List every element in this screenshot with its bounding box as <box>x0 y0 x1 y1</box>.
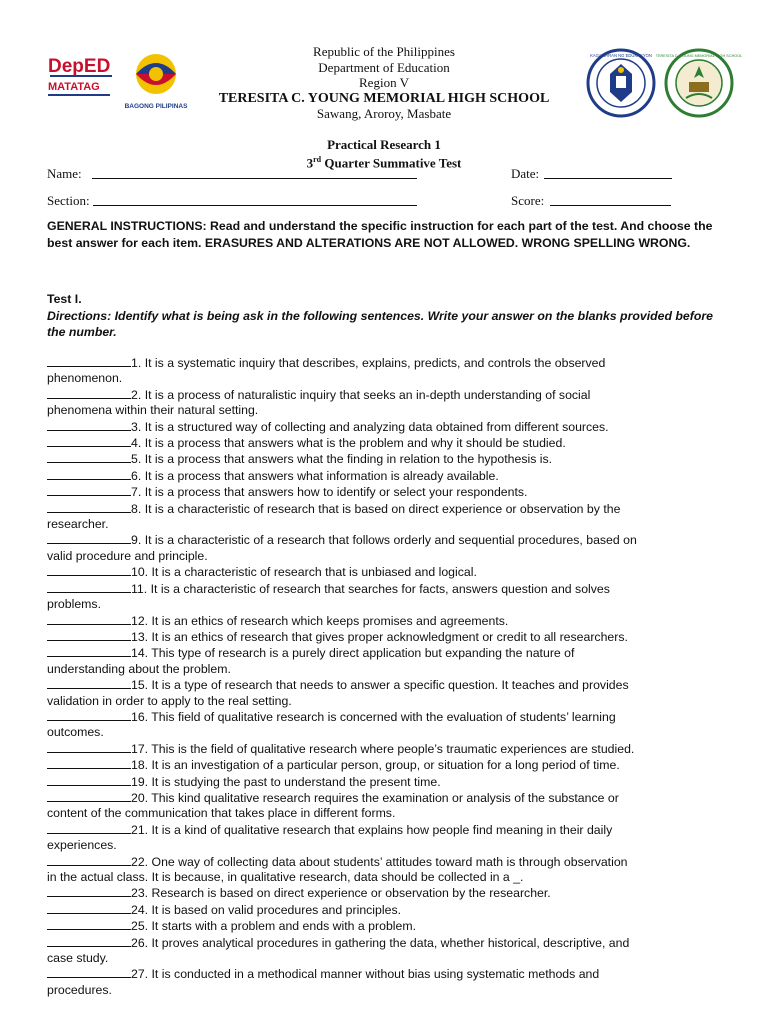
question-text-continued: valid procedure and principle. <box>47 548 208 563</box>
answer-blank[interactable] <box>47 677 131 689</box>
section-blank[interactable] <box>93 193 417 206</box>
answer-blank[interactable] <box>47 532 131 544</box>
question-number: 21. <box>131 822 152 837</box>
question-item <box>47 790 727 822</box>
question-item <box>47 387 727 419</box>
general-instructions: GENERAL INSTRUCTIONS: Read and understand the specific instruction for each part of the test. And choose the best answer for each item. ERASURES AND ALTERATIONS ARE NOT ALLOWED. WRONG SPELLING WRONG. <box>47 219 713 250</box>
answer-blank[interactable] <box>47 966 131 978</box>
question-text: It is studying the past to understand the present time. <box>151 774 441 789</box>
school-seal-text: TERESITA C. YOUNG MEMORIAL HIGH SCHOOL <box>655 54 743 58</box>
question-text: It is an ethics of research that gives proper acknowledgment or credit to all researchers. <box>151 629 628 644</box>
question-text: It is a characteristic of research that is unbiased and logical. <box>151 565 477 580</box>
deped-logo <box>46 48 118 104</box>
quarter-number: 3 <box>306 155 314 171</box>
question-item <box>47 709 727 741</box>
question-item <box>47 355 727 387</box>
answer-blank[interactable] <box>47 741 131 753</box>
subject-title: Practical Research 1 <box>327 137 441 152</box>
question-text-continued: outcomes. <box>47 725 104 740</box>
question-text: It is an investigation of a particular person, group, or situation for a long period of time. <box>151 758 620 773</box>
question-item <box>47 757 727 773</box>
question-item <box>47 822 727 854</box>
question-number: 6. <box>131 468 145 483</box>
question-number: 23. <box>131 886 152 901</box>
question-number: 9. <box>131 533 145 548</box>
question-text-continued: phenomena within their natural setting. <box>47 403 259 418</box>
question-text: It is a process that answers what the finding in relation to the hypothesis is. <box>144 452 553 467</box>
question-item <box>47 966 727 998</box>
answer-blank[interactable] <box>47 885 131 897</box>
header-region: Region V <box>359 75 409 90</box>
question-number: 18. <box>131 758 152 773</box>
question-text-continued: researcher. <box>47 517 109 532</box>
name-blank[interactable] <box>92 166 417 179</box>
school-seal <box>655 48 743 118</box>
question-text: It is a structured way of collecting and analyzing data obtained from different sources. <box>144 419 609 434</box>
header-address: Sawang, Aroroy, Masbate <box>316 106 452 121</box>
question-item <box>47 918 727 934</box>
question-text-continued: understanding about the problem. <box>47 661 231 676</box>
section-field <box>47 193 90 209</box>
question-text: This field of qualitative research is concerned with the evaluation of students’ learning <box>151 709 616 724</box>
score-blank[interactable] <box>550 193 671 206</box>
matatag-wordmark: MATATAG <box>48 81 100 93</box>
answer-blank[interactable] <box>47 564 131 576</box>
question-text: This type of research is a purely direct application but expanding the nature of <box>151 646 575 661</box>
question-item <box>47 629 727 645</box>
answer-blank[interactable] <box>47 629 131 641</box>
question-item <box>47 935 727 967</box>
question-number: 24. <box>131 902 152 917</box>
question-text: It is a characteristic of a research that follows orderly and sequential procedures, based on <box>144 533 637 548</box>
question-item <box>47 741 727 757</box>
name-field <box>47 166 82 182</box>
question-item <box>47 902 727 918</box>
question-number: 27. <box>131 967 152 982</box>
question-number: 11. <box>131 581 151 596</box>
question-list <box>47 355 727 998</box>
question-item <box>47 468 727 484</box>
question-text: It is an ethics of research which keeps promises and agreements. <box>151 613 509 628</box>
header-republic: Republic of the Philippines <box>313 44 455 59</box>
bagong-pilipinas-logo <box>122 50 190 112</box>
question-number: 16. <box>131 709 152 724</box>
question-text-continued: in the actual class. It is because, in qualitative research, data should be collected in a _. <box>47 870 524 884</box>
question-item <box>47 501 727 533</box>
question-text-continued: content of the communication that takes place in different forms. <box>47 806 396 821</box>
header-school-name: TERESITA C. YOUNG MEMORIAL HIGH SCHOOL <box>218 91 550 106</box>
answer-blank[interactable] <box>47 468 131 480</box>
question-item <box>47 774 727 790</box>
answer-blank[interactable] <box>47 822 131 834</box>
answer-blank[interactable] <box>47 419 131 431</box>
question-text-continued: phenomenon. <box>47 371 123 386</box>
question-item <box>47 645 727 677</box>
question-item <box>47 677 727 709</box>
question-item <box>47 484 727 500</box>
quarter-title-rest: Quarter Summative Test <box>321 155 462 171</box>
question-item <box>47 435 727 451</box>
question-text: It is a process that answers what information is already available. <box>144 468 499 483</box>
question-text: This kind qualitative research requires the examination or analysis of the substance or <box>151 790 619 805</box>
date-blank[interactable] <box>544 166 672 179</box>
question-number: 4. <box>131 436 145 451</box>
question-text: It is a type of research that needs to answer a specific question. It teaches and provides <box>151 678 629 693</box>
question-number: 8. <box>131 501 145 516</box>
answer-blank[interactable] <box>47 790 131 802</box>
bagong-pilipinas-text: BAGONG PILIPINAS <box>124 103 188 110</box>
question-item <box>47 564 727 580</box>
date-label: Date: <box>511 166 540 181</box>
question-item <box>47 532 727 564</box>
question-item <box>47 581 727 613</box>
question-text: It is conducted in a methodical manner without bias using systematic methods and <box>151 967 600 982</box>
answer-blank[interactable] <box>47 935 131 947</box>
question-number: 14. <box>131 646 152 661</box>
question-number: 20. <box>131 790 152 805</box>
question-text-continued: case study. <box>47 951 109 966</box>
quarter-suffix: rd <box>313 155 322 164</box>
question-text-continued: experiences. <box>47 838 117 853</box>
question-number: 10. <box>131 565 152 580</box>
question-text: It is a kind of qualitative research that explains how people find meaning in their daily <box>151 822 613 837</box>
question-number: 19. <box>131 774 152 789</box>
question-number: 2. <box>131 387 145 402</box>
question-text: It starts with a problem and ends with a problem. <box>151 919 417 934</box>
question-text: It is a process of naturalistic inquiry that seeks an in-depth understanding of social <box>144 387 591 402</box>
question-number: 12. <box>131 613 152 628</box>
answer-blank[interactable] <box>47 387 131 399</box>
test-directions: Directions: Identify what is being ask in the following sentences. Write your answer on the blanks provided before the number. <box>47 309 713 339</box>
question-item <box>47 613 727 629</box>
answer-blank[interactable] <box>47 709 131 721</box>
deped-seal <box>586 48 656 118</box>
question-number: 17. <box>131 741 152 756</box>
answer-blank[interactable] <box>47 774 131 786</box>
question-text: This is the field of qualitative research where people’s traumatic experiences are studied. <box>151 741 635 756</box>
section-label: Section: <box>47 193 90 208</box>
question-text: It proves analytical procedures in gathering the data, whether historical, descriptive, and <box>151 935 630 950</box>
score-label: Score: <box>511 193 545 208</box>
answer-blank[interactable] <box>47 902 131 914</box>
answer-blank[interactable] <box>47 757 131 769</box>
question-text: It is based on valid procedures and principles. <box>151 902 402 917</box>
question-text: It is a systematic inquiry that describes, explains, predicts, and controls the observed <box>144 356 606 370</box>
answer-blank[interactable] <box>47 854 131 866</box>
question-item <box>47 885 727 901</box>
question-text: It is a process that answers how to identify or select your respondents. <box>144 485 528 500</box>
test-label: Test I. <box>47 292 82 306</box>
question-number: 26. <box>131 935 152 950</box>
question-number: 7. <box>131 485 145 500</box>
answer-blank[interactable] <box>47 451 131 463</box>
question-item <box>47 854 727 886</box>
answer-blank[interactable] <box>47 613 131 625</box>
question-item <box>47 451 727 467</box>
question-text: It is a characteristic of research that searches for facts, answers question and solves <box>150 581 610 596</box>
answer-blank[interactable] <box>47 918 131 930</box>
question-number: 22. <box>131 854 152 869</box>
question-text: It is a characteristic of research that is based on direct experience or observation by the <box>144 501 621 516</box>
question-number: 5. <box>131 452 145 467</box>
question-text: It is a process that answers what is the problem and why it should be studied. <box>144 436 566 451</box>
question-text-continued: procedures. <box>47 982 112 997</box>
question-number: 13. <box>131 629 152 644</box>
name-label: Name: <box>47 166 82 181</box>
answer-blank[interactable] <box>47 645 131 657</box>
question-number: 1. <box>131 356 145 370</box>
answer-blank[interactable] <box>47 581 131 593</box>
score-field <box>511 193 544 209</box>
question-text: One way of collecting data about students’ attitudes toward math is through observation <box>151 854 628 869</box>
answer-blank[interactable] <box>47 435 131 447</box>
question-number: 3. <box>131 419 145 434</box>
question-number: 15. <box>131 678 152 693</box>
question-text-continued: validation in order to apply to the real setting. <box>47 693 292 708</box>
date-field <box>511 166 539 182</box>
deped-seal-text: KAGAWARAN NG EDUKASYON <box>590 53 652 58</box>
question-number: 25. <box>131 919 152 934</box>
header-department: Department of Education <box>318 60 450 75</box>
deped-wordmark: DepED <box>48 56 111 77</box>
answer-blank[interactable] <box>47 355 131 367</box>
question-text-continued: problems. <box>47 597 101 612</box>
question-item <box>47 419 727 435</box>
question-text: Research is based on direct experience or observation by the researcher. <box>151 886 551 901</box>
answer-blank[interactable] <box>47 501 131 513</box>
answer-blank[interactable] <box>47 484 131 496</box>
